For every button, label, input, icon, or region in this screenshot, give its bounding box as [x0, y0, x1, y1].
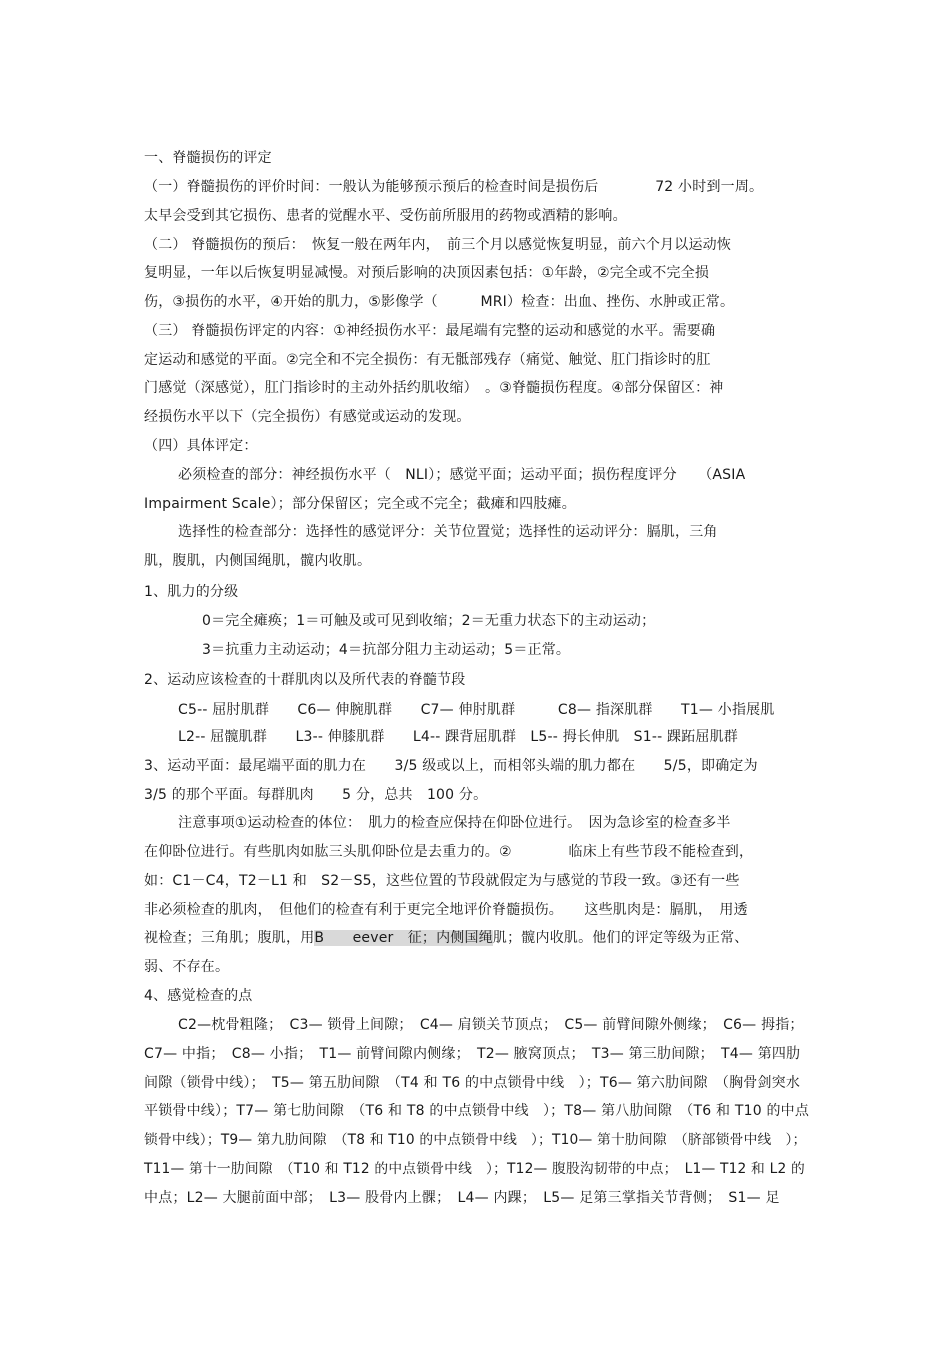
paragraph-line: 在仰卧位进行。有些肌肉如肱三头肌仰卧位是去重力的。② 临床上有些节段不能检查到， — [144, 844, 754, 860]
highlighted-text: B eever 征；内侧国绳 — [314, 930, 493, 946]
grading-line: 0＝完全瘫痪；1＝可触及或可见到收缩；2＝无重力状态下的主动运动； — [202, 613, 656, 629]
sensory-point-line: 锁骨中线）；T9— 第九肋间隙 （T8 和 T10 的中点锁骨中线 ）；T10— 第十肋间隙 （脐部锁骨中线 ）； — [144, 1132, 807, 1148]
text-segment: 肌；髋内收肌。他们的评定等级为正常、 — [492, 930, 749, 946]
section-title: 1、肌力的分级 — [144, 584, 239, 600]
sensory-point-line: T11— 第十一肋间隙 （T10 和 T12 的中点锁骨中线 ）；T12— 腹股沟韧带的中点； L1— T12 和 L2 的 — [144, 1161, 805, 1177]
paragraph-line: Impairment Scale）；部分保留区；完全或不完全；截瘫和四肢瘫。 — [144, 496, 576, 512]
section-title: （四）具体评定： — [144, 438, 258, 454]
paragraph-line: 复明显，一年以后恢复明显减慢。对预后影响的决顶因素包括：①年龄，②完全或不完全损 — [144, 265, 710, 281]
paragraph-line: 定运动和感觉的平面。②完全和不完全损伤：有无骶部残存（痛觉、触觉、肛门指诊时的肛 — [144, 352, 711, 368]
paragraph-line: 伤，③损伤的水平，④开始的肌力，⑤影像学（ MRI）检查：出血、挫伤、水肿或正常。 — [144, 294, 735, 310]
section-title: 4、感觉检查的点 — [144, 988, 253, 1004]
muscle-group-line: L2-- 屈髋肌群 L3-- 伸膝肌群 L4-- 踝背屈肌群 L5-- 拇长伸肌 S1-- 踝跖屈肌群 — [178, 729, 738, 745]
sensory-point-line: C7— 中指； C8— 小指； T1— 前臂间隙内侧缘； T2— 腋窝顶点； T3— 第三肋间隙； T4— 第四肋 — [144, 1046, 801, 1062]
section-title: 2、运动应该检查的十群肌肉以及所代表的脊髓节段 — [144, 672, 466, 688]
paragraph-line: （一）脊髓损伤的评价时间：一般认为能够预示预后的检查时间是损伤后 72 小时到一周。 — [144, 179, 764, 195]
grading-line: 3＝抗重力主动运动；4＝抗部分阻力主动运动；5＝正常。 — [202, 642, 571, 658]
paragraph-line: （二） 脊髓损伤的预后： 恢复一般在两年内， 前三个月以感觉恢复明显，前六个月以运动恢 — [144, 237, 732, 253]
paragraph-line: 弱、不存在。 — [144, 959, 230, 975]
paragraph-line: 必须检查的部分：神经损伤水平（ NLI）；感觉平面；运动平面；损伤程度评分 （ASIA — [178, 467, 746, 483]
sensory-point-line: C2—枕骨粗隆； C3— 锁骨上间隙； C4— 肩锁关节顶点； C5— 前臂间隙外侧缘； C6— 拇指； — [178, 1017, 804, 1033]
section-title: 3、运动平面：最尾端平面的肌力在 3/5 级或以上，而相邻头端的肌力都在 5/5，即确定为 — [144, 758, 758, 774]
main-heading: 一、脊髓损伤的评定 — [144, 150, 272, 166]
sensory-point-line: 间隙（锁骨中线）； T5— 第五肋间隙 （T4 和 T6 的中点锁骨中线 ）；T6— 第六肋间隙 （胸骨剑突水 — [144, 1075, 801, 1091]
paragraph-line: 经损伤水平以下（完全损伤）有感觉或运动的发现。 — [144, 409, 471, 425]
sensory-point-line: 平锁骨中线）；T7— 第七肋间隙 （T6 和 T8 的中点锁骨中线 ）；T8— 第八肋间隙 （T6 和 T10 的中点 — [144, 1103, 810, 1119]
paragraph-line: 太早会受到其它损伤、患者的觉醒水平、受伤前所服用的药物或酒精的影响。 — [144, 208, 627, 224]
text-segment: 视检查；三角肌；腹肌，用 — [144, 930, 315, 946]
paragraph-line: 注意事项①运动检查的体位： 肌力的检查应保持在仰卧位进行。 因为急诊室的检查多半 — [178, 815, 731, 831]
paragraph-line: 如：C1－C4，T2－L1 和 S2－S5，这些位置的节段就假定为与感觉的节段一致。③还有一些 — [144, 873, 740, 889]
paragraph-line: （三） 脊髓损伤评定的内容：①神经损伤水平：最尾端有完整的运动和感觉的水平。需要确 — [144, 323, 716, 339]
paragraph-line: 非必须检查的肌肉， 但他们的检查有利于更完全地评价脊髓损伤。 这些肌肉是：膈肌， 用透 — [144, 902, 748, 918]
paragraph-line: 3/5 的那个平面。每群肌肉 5 分，总共 100 分。 — [144, 787, 488, 803]
sensory-point-line: 中点；L2— 大腿前面中部； L3— 股骨内上髁； L4— 内踝； L5— 足第三掌指关节背侧； S1— 足 — [144, 1190, 780, 1206]
paragraph-line — [144, 928, 749, 948]
muscle-group-line: C5-- 屈肘肌群 C6— 伸腕肌群 C7— 伸肘肌群 C8— 指深肌群 T1— 小指展肌 — [178, 702, 775, 718]
paragraph-line: 肌，腹肌，内侧国绳肌，髋内收肌。 — [144, 553, 372, 569]
paragraph-line: 选择性的检查部分：选择性的感觉评分：关节位置觉；选择性的运动评分：膈肌，三角 — [178, 524, 718, 540]
paragraph-line: 门感觉（深感觉），肛门指诊时的主动外括约肌收缩） 。③脊髓损伤程度。④部分保留区：神 — [144, 380, 724, 396]
